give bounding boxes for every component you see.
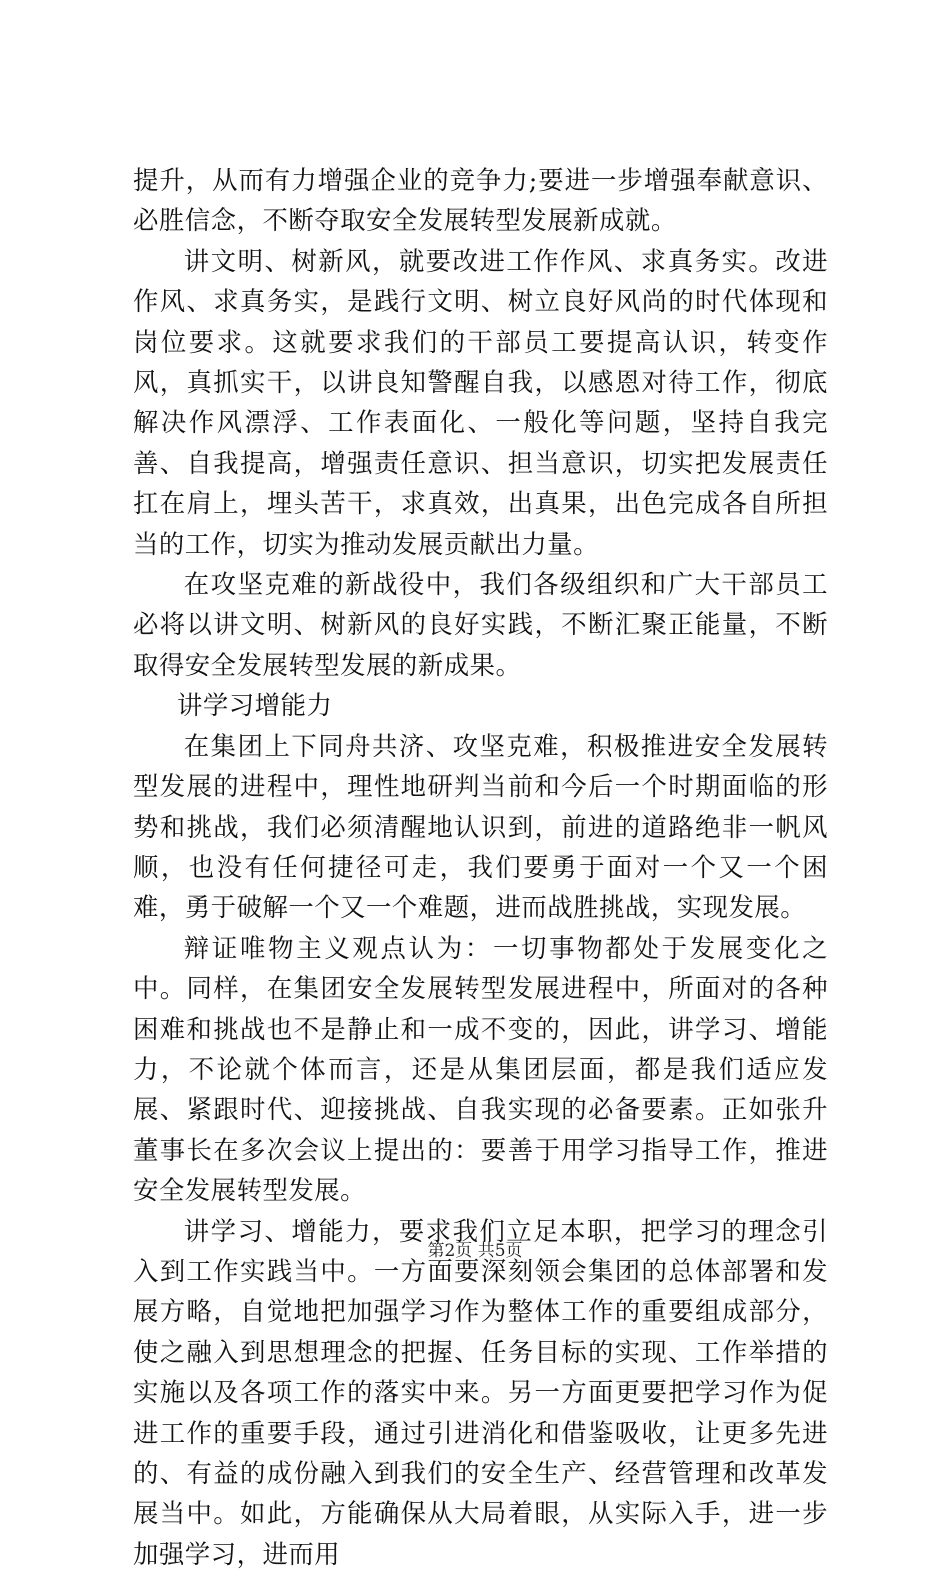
page-footer: 第2页 共5页 [427, 1241, 523, 1261]
paragraph-1: 提升，从而有力增强企业的竞争力;要进一步增强奉献意识、必胜信念，不断夺取安全发展转型发展新成就。 [133, 165, 828, 236]
paragraph-6: 讲学习、增能力，要求我们立足本职，把学习的理念引入到工作实践当中。一方面要深刻领会集团的总体部署和发展方略，自觉地把加强学习作为整体工作的重要组成部分，使之融入到思想理念的把握、任务目标的实现、工作举措的实施以及各项工作的落实中来。另一方面更要把学习作为促进工作的重要手段，通过引进消化和借鉴吸收，让更多先进的、有益的成份融入到我们的安全生产、经营管理和改革发展当中。如此，方能确保从大局着眼，从实际入手，进一步加强学习，进而用 [133, 1215, 828, 1569]
document-body [133, 160, 828, 1574]
paragraph-3: 在攻坚克难的新战役中，我们各级组织和广大干部员工必将以讲文明、树新风的良好实践，不断汇聚正能量，不断取得安全发展转型发展的新成果。 [133, 569, 828, 680]
section-heading: 讲学习增能力 [177, 690, 333, 721]
paragraph-2: 讲文明、树新风，就要改进工作作风、求真务实。改进作风、求真务实，是践行文明、树立良好风尚的时代体现和岗位要求。这就要求我们的干部员工要提高认识，转变作风，真抓实干，以讲良知警醒自我，以感恩对待工作，彻底解决作风漂浮、工作表面化、一般化等问题，坚持自我完善、自我提高，增强责任意识、担当意识，切实把发展责任扛在肩上，埋头苦干，求真效，出真果，出色完成各自所担当的工作，切实为推动发展贡献出力量。 [133, 245, 828, 559]
paragraph-4: 在集团上下同舟共济、攻坚克难，积极推进安全发展转型发展的进程中，理性地研判当前和今后一个时期面临的形势和挑战，我们必须清醒地认识到，前进的道路绝非一帆风顺，也没有任何捷径可走，我们要勇于面对一个又一个困难，勇于破解一个又一个难题，进而战胜挑战，实现发展。 [133, 730, 828, 923]
paragraph-5: 辩证唯物主义观点认为：一切事物都处于发展变化之中。同样，在集团安全发展转型发展进程中，所面对的各种困难和挑战也不是静止和一成不变的，因此，讲学习、增能力，不论就个体而言，还是从集团层面，都是我们适应发展、紧跟时代、迎接挑战、自我实现的必备要素。正如张升董事长在多次会议上提出的：要善于用学习指导工作，推进安全发展转型发展。 [133, 932, 828, 1206]
